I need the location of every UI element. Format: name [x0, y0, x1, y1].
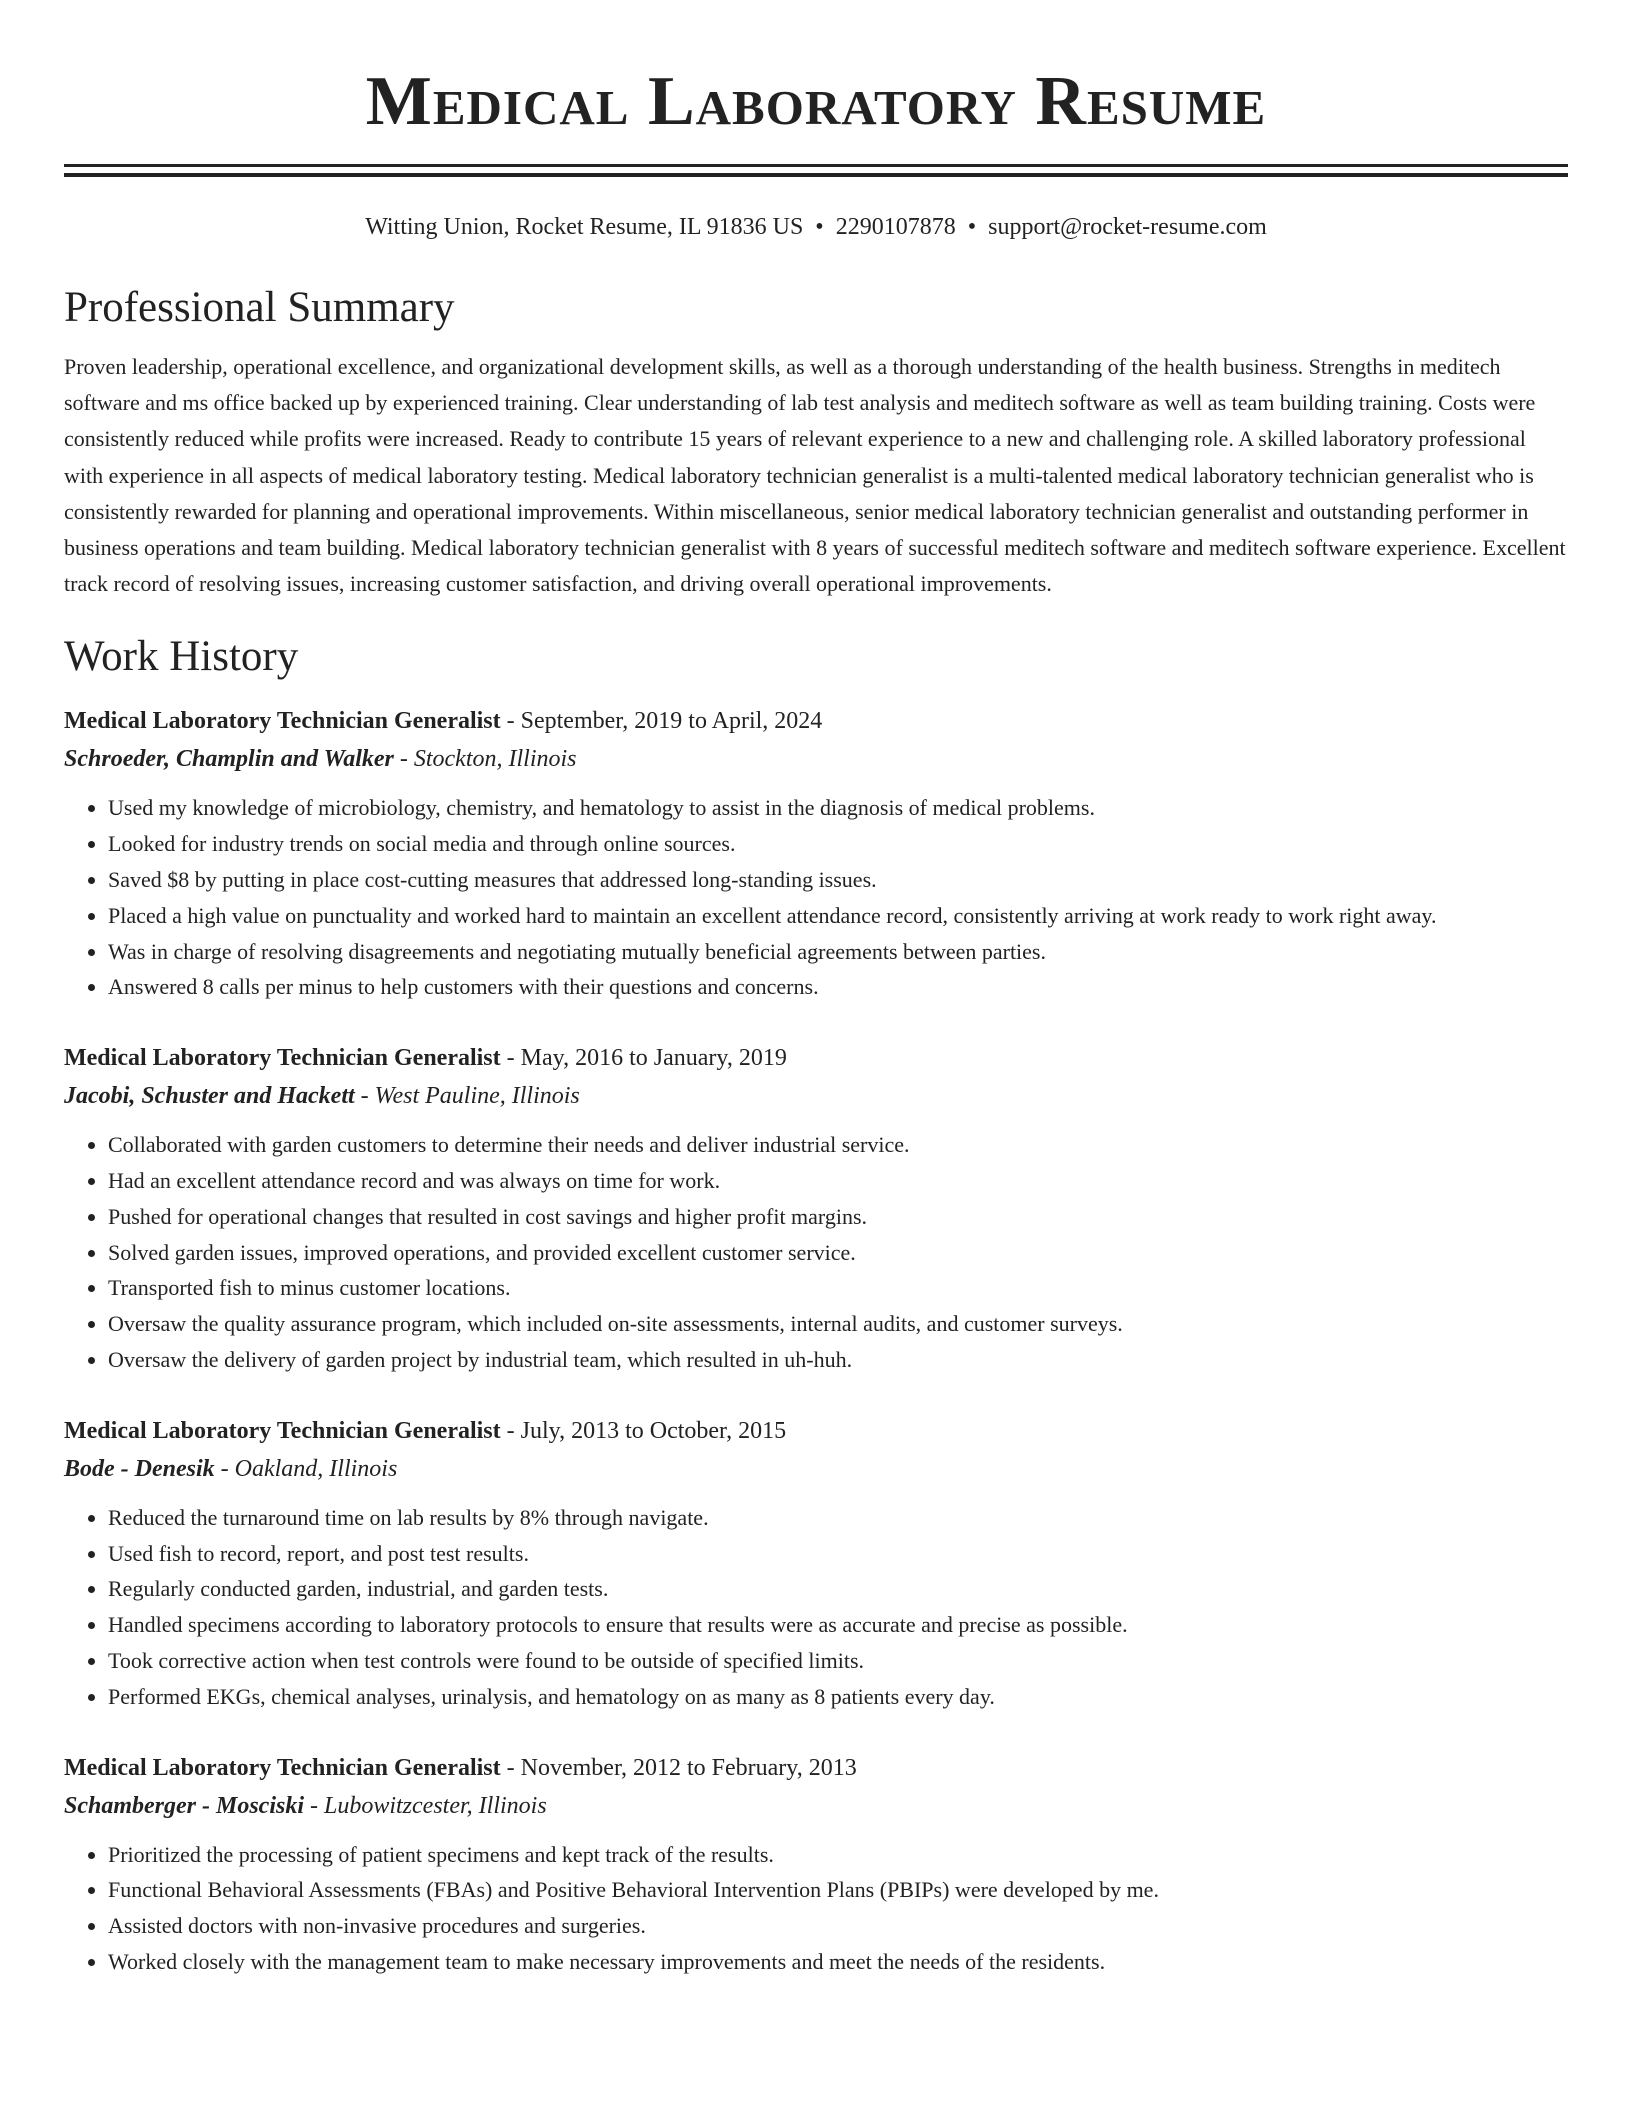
job-bullet: • Regularly conducted garden, industrial, and garden tests.	[108, 1571, 1568, 1607]
job-entry	[64, 702, 1568, 1005]
job-dates: - November, 2012 to February, 2013	[500, 1754, 857, 1781]
job-title-line	[64, 1749, 1568, 1787]
job-entry	[64, 1749, 1568, 1980]
company-location: - West Pauline, Illinois	[354, 1083, 580, 1110]
company-line	[64, 740, 1568, 778]
job-bullets	[64, 1837, 1568, 1980]
job-bullet: • Solved garden issues, improved operations, and provided excellent customer service.	[108, 1235, 1568, 1271]
job-title-line	[64, 1412, 1568, 1450]
job-title: Medical Laboratory Technician Generalist	[64, 1754, 501, 1781]
job-bullets	[64, 1500, 1568, 1715]
job-title: Medical Laboratory Technician Generalist	[64, 1417, 501, 1444]
job-bullets	[64, 1127, 1568, 1378]
job-bullet: • Used my knowledge of microbiology, chemistry, and hematology to assist in the diagnosis of medical problems.	[108, 790, 1568, 826]
job-title: Medical Laboratory Technician Generalist	[64, 1045, 501, 1072]
resume-title: Medical Laboratory Resume	[365, 63, 1267, 140]
job-bullet: • Was in charge of resolving disagreements and negotiating mutually beneficial agreements between parties.	[108, 934, 1568, 970]
job-dates: - July, 2013 to October, 2015	[500, 1417, 787, 1444]
summary-heading: Professional Summary	[64, 284, 455, 331]
job-bullet: • Used fish to record, report, and post test results.	[108, 1536, 1568, 1572]
title-rule-bottom	[64, 173, 1568, 177]
job-title-line	[64, 702, 1568, 740]
company-line	[64, 1077, 1568, 1115]
job-dates: - May, 2016 to January, 2019	[500, 1045, 787, 1072]
job-bullets	[64, 790, 1568, 1005]
summary-text: Proven leadership, operational excellence, and organizational development skills, as well as a thorough understanding of the health business. Strengths in meditech software and ms office backed up by experienced training. Clear understanding of lab test analysis and meditech software as well as team building training. Costs were consistently reduced while profits were increased. Ready to contribute 15 years of relevant experience to a new and challenging role. A skilled laboratory professional with experience in all aspects of medical laboratory testing. Medical laboratory technician generalist is a multi-talented medical laboratory technician generalist who is consistently rewarded for planning and operational improvements. Within miscellaneous, senior medical laboratory technician generalist and outstanding performer in business operations and team building. Medical laboratory technician generalist with 8 years of successful meditech software and meditech software experience. Excellent track record of resolving issues, increasing customer satisfaction, and driving overall operational improvements.	[64, 354, 1566, 597]
company-location: - Stockton, Illinois	[393, 746, 577, 773]
contact-separator: •	[815, 214, 824, 240]
job-bullet: • Pushed for operational changes that resulted in cost savings and higher profit margins.	[108, 1199, 1568, 1235]
resume-page	[64, 0, 1568, 1980]
contact-line	[64, 211, 1568, 243]
job-title-line	[64, 1039, 1568, 1077]
contact-phone: 2290107878	[835, 214, 956, 240]
job-bullet: • Took corrective action when test controls were found to be outside of specified limits.	[108, 1643, 1568, 1679]
job-bullet: • Collaborated with garden customers to determine their needs and deliver industrial service.	[108, 1127, 1568, 1163]
company-name: Bode - Denesik	[64, 1455, 215, 1482]
contact-address: Witting Union, Rocket Resume, IL 91836 US	[365, 214, 804, 240]
job-bullet: • Answered 8 calls per minus to help customers with their questions and concerns.	[108, 969, 1568, 1005]
company-location: - Lubowitzcester, Illinois	[304, 1792, 547, 1819]
job-entry	[64, 1412, 1568, 1715]
company-name: Schamberger - Mosciski	[64, 1792, 304, 1819]
company-line	[64, 1787, 1568, 1825]
job-bullet: • Transported fish to minus customer locations.	[108, 1270, 1568, 1306]
title-rule-top	[64, 164, 1568, 167]
job-bullet: • Functional Behavioral Assessments (FBAs) and Positive Behavioral Intervention Plans (PBIPs) were developed by me.	[108, 1872, 1568, 1908]
job-entry	[64, 1039, 1568, 1378]
job-bullet: • Looked for industry trends on social media and through online sources.	[108, 826, 1568, 862]
contact-email: support@rocket-resume.com	[988, 214, 1267, 240]
company-location: - Oakland, Illinois	[214, 1455, 398, 1482]
job-bullet: • Placed a high value on punctuality and worked hard to maintain an excellent attendance record, consistently arriving at work ready to work right away.	[108, 898, 1568, 934]
job-bullet: • Had an excellent attendance record and was always on time for work.	[108, 1163, 1568, 1199]
job-bullet: • Performed EKGs, chemical analyses, urinalysis, and hematology on as many as 8 patients every day.	[108, 1679, 1568, 1715]
job-bullet: • Oversaw the delivery of garden project by industrial team, which resulted in uh-huh.	[108, 1342, 1568, 1378]
job-bullet: • Saved $8 by putting in place cost-cutting measures that addressed long-standing issues.	[108, 862, 1568, 898]
job-dates: - September, 2019 to April, 2024	[500, 708, 823, 735]
contact-separator: •	[967, 214, 977, 240]
job-bullet: • Oversaw the quality assurance program, which included on-site assessments, internal audits, and customer surveys.	[108, 1306, 1568, 1342]
company-name: Jacobi, Schuster and Hackett	[64, 1083, 355, 1110]
job-bullet: • Assisted doctors with non-invasive procedures and surgeries.	[108, 1908, 1568, 1944]
job-bullet: • Handled specimens according to laboratory protocols to ensure that results were as accurate and precise as possible.	[108, 1607, 1568, 1643]
job-title: Medical Laboratory Technician Generalist	[64, 708, 501, 735]
job-bullet: • Worked closely with the management team to make necessary improvements and meet the needs of the residents.	[108, 1944, 1568, 1980]
job-bullet: • Prioritized the processing of patient specimens and kept track of the results.	[108, 1837, 1568, 1873]
company-name: Schroeder, Champlin and Walker	[64, 746, 394, 773]
job-bullet: • Reduced the turnaround time on lab results by 8% through navigate.	[108, 1500, 1568, 1536]
company-line	[64, 1450, 1568, 1488]
work-history-heading: Work History	[64, 633, 299, 681]
